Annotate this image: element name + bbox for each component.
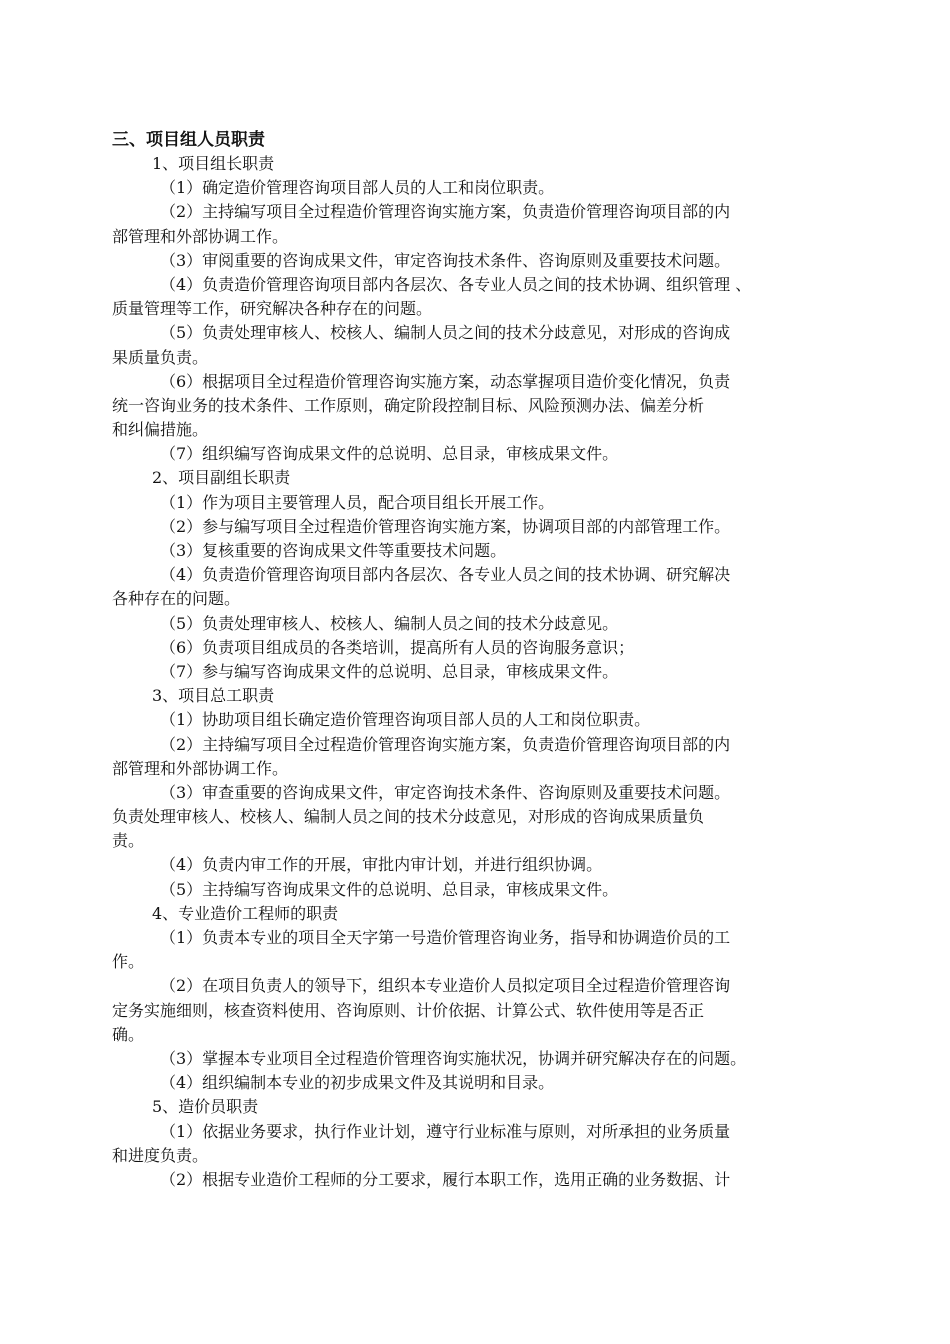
text-line: （2）主持编写项目全过程造价管理咨询实施方案，负责造价管理咨询项目部的内 xyxy=(160,734,731,754)
text-line: （1）作为项目主要管理人员，配合项目组长开展工作。 xyxy=(160,492,555,512)
text-line: （5）负责处理审核人、校核人、编制人员之间的技术分歧意见，对形成的咨询成 xyxy=(160,323,731,343)
text-line: 作。 xyxy=(112,952,145,972)
text-line: （3）审查重要的咨询成果文件，审定咨询技术条件、咨询原则及重要技术问题。 xyxy=(160,782,731,802)
text-line: 负责处理审核人、校核人、编制人员之间的技术分歧意见，对形成的咨询成果质量负 xyxy=(112,807,705,827)
text-line: （5）主持编写咨询成果文件的总说明、总目录，审核成果文件。 xyxy=(160,879,619,899)
text-line: 部管理和外部协调工作。 xyxy=(112,226,289,246)
text-line: （4）负责造价管理咨询项目部内各层次、各专业人员之间的技术协调、研究解决 xyxy=(160,565,731,585)
text-line: 5、造价员职责 xyxy=(152,1097,259,1117)
document-body xyxy=(112,128,842,1192)
text-line: 4、专业造价工程师的职责 xyxy=(152,903,339,923)
text-line: 部管理和外部协调工作。 xyxy=(112,758,289,778)
text-line: 责。 xyxy=(112,831,145,851)
text-line: （3）掌握本专业项目全过程造价管理咨询实施状况，协调并研究解决存在的问题。 xyxy=(160,1048,747,1068)
text-line: （2）根据专业造价工程师的分工要求，履行本职工作，选用正确的业务数据、计 xyxy=(160,1169,731,1189)
text-line: 质量管理等工作，研究解决各种存在的问题。 xyxy=(112,299,433,319)
text-line: （2）主持编写项目全过程造价管理咨询实施方案，负责造价管理咨询项目部的内 xyxy=(160,202,731,222)
text-line: 和纠偏措施。 xyxy=(112,420,209,440)
text-line: （2）参与编写项目全过程造价管理咨询实施方案，协调项目部的内部管理工作。 xyxy=(160,516,731,536)
text-line: 和进度负责。 xyxy=(112,1145,209,1165)
text-line: （1）协助项目组长确定造价管理咨询项目部人员的人工和岗位职责。 xyxy=(160,710,651,730)
paragraph-lines xyxy=(112,152,842,1192)
text-line: 各种存在的问题。 xyxy=(112,589,241,609)
text-line: （2）在项目负责人的领导下，组织本专业造价人员拟定项目全过程造价管理咨询 xyxy=(160,976,731,996)
text-line: （4）负责内审工作的开展，审批内审计划，并进行组织协调。 xyxy=(160,855,603,875)
text-line: 1、项目组长职责 xyxy=(152,154,275,173)
text-line: （7）参与编写咨询成果文件的总说明、总目录，审核成果文件。 xyxy=(160,661,619,681)
text-line: （1）负责本专业的项目全天字第一号造价管理咨询业务，指导和协调造价员的工 xyxy=(160,928,731,947)
text-line: （1）确定造价管理咨询项目部人员的人工和岗位职责。 xyxy=(160,178,555,198)
text-line: （5）负责处理审核人、校核人、编制人员之间的技术分歧意见。 xyxy=(160,613,619,633)
text-line: （3）复核重要的咨询成果文件等重要技术问题。 xyxy=(160,541,507,560)
text-line: 2、项目副组长职责 xyxy=(152,468,291,488)
text-line: 定务实施细则，核查资料使用、咨询原则、计价依据、计算公式、软件使用等是否正 xyxy=(112,1000,705,1020)
text-line: （4）组织编制本专业的初步成果文件及其说明和目录。 xyxy=(160,1073,555,1093)
section-title: 三、项目组人员职责 xyxy=(112,130,265,150)
text-line: （6）负责项目组成员的各类培训，提高所有人员的咨询服务意识； xyxy=(160,637,635,657)
text-line: （6）根据项目全过程造价管理咨询实施方案，动态掌握项目造价变化情况，负责 xyxy=(160,371,731,391)
text-line: （4）负责造价管理咨询项目部内各层次、各专业人员之间的技术协调、组织管理 、 xyxy=(160,274,752,294)
text-line: （1）依据业务要求，执行作业计划，遵守行业标准与原则，对所承担的业务质量 xyxy=(160,1121,731,1141)
text-line: 3、项目总工职责 xyxy=(152,686,275,706)
text-line: 果质量负责。 xyxy=(112,347,209,367)
text-line: （3）审阅重要的咨询成果文件，审定咨询技术条件、咨询原则及重要技术问题。 xyxy=(160,250,731,270)
text-line: （7）组织编写咨询成果文件的总说明、总目录，审核成果文件。 xyxy=(160,444,619,464)
text-line: 确。 xyxy=(112,1024,145,1044)
text-line: 统一咨询业务的技术条件、工作原则，确定阶段控制目标、风险预测办法、偏差分析 xyxy=(112,395,705,415)
